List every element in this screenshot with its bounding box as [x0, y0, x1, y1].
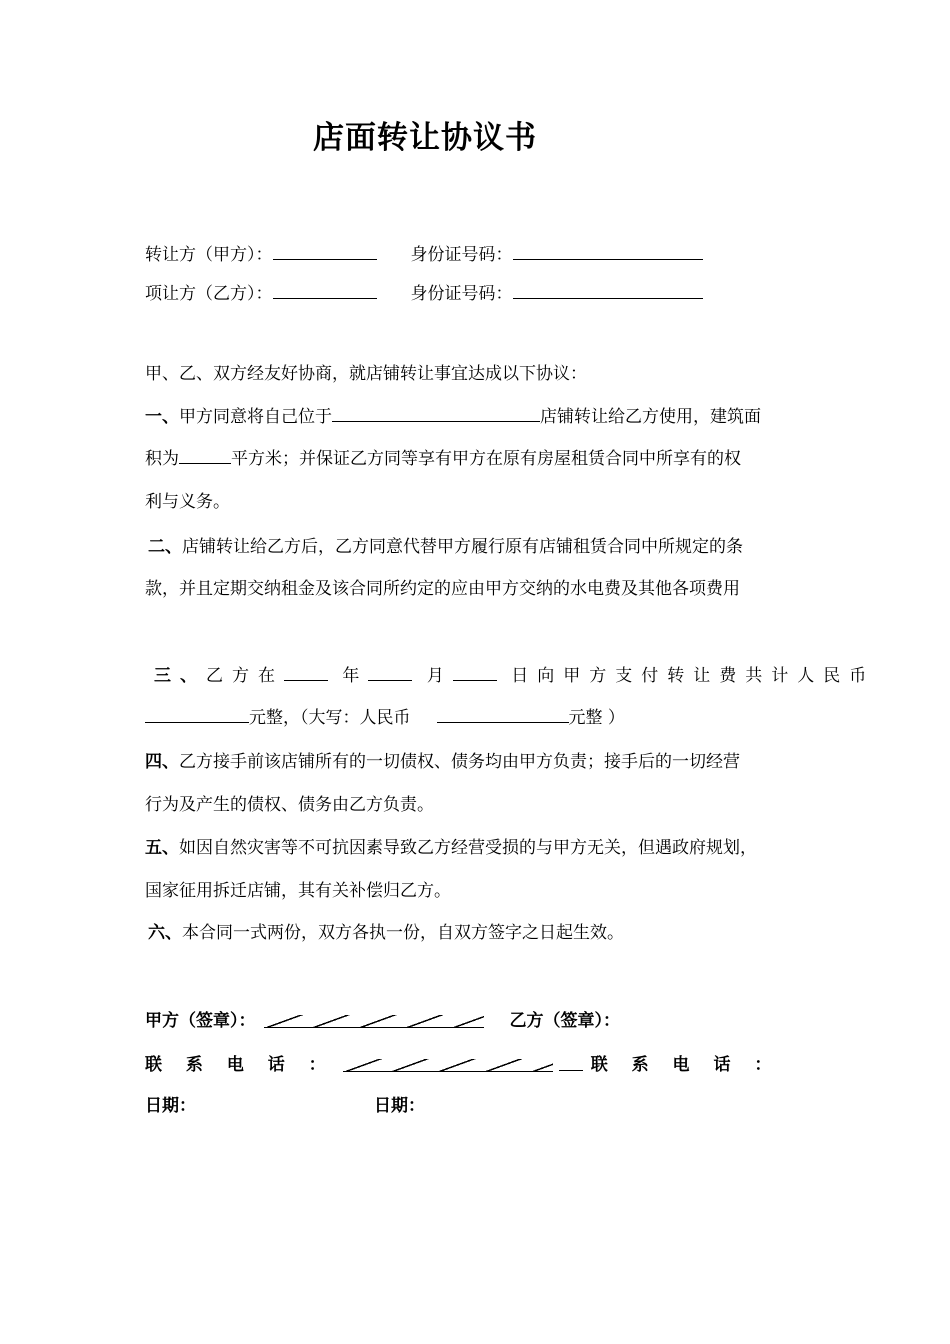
clause-6-number: 六、 [148, 923, 182, 943]
clause-3-month: 月 [426, 666, 453, 686]
clause-3-text-d: 元整 ） [568, 708, 625, 728]
clause-2-line-1 [148, 532, 743, 557]
clause-1-text-a: 甲方同意将自己位于 [179, 407, 332, 427]
clause-3-number: 三、 [154, 666, 206, 686]
fee-capital-blank[interactable] [437, 704, 569, 723]
clause-3-text-b: 日向甲方支付转让费共计人民币 [511, 666, 876, 686]
year-blank[interactable] [284, 662, 328, 681]
clause-1-line-1 [145, 402, 761, 427]
transferee-id-label: 身份证号码： [410, 284, 513, 304]
transferor-row [145, 240, 703, 265]
clause-4-line-2: 行为及产生的债权、债务由乙方负责。 [145, 795, 434, 815]
signature-row [145, 1006, 620, 1031]
shop-location-blank[interactable] [332, 403, 540, 422]
clause-5-line-2: 国家征用拆迁店铺，其有关补偿归乙方。 [145, 881, 451, 901]
clause-2-line-2: 款，并且定期交纳租金及该合同所约定的应由甲方交纳的水电费及其他各项费用 [145, 579, 740, 599]
clause-4-text-a: 乙方接手前该店铺所有的一切债权、债务均由甲方负责；接手后的一切经营 [179, 752, 740, 772]
party-b-phone-label: 联 系 电 话 ： [590, 1055, 781, 1075]
party-b-date-label: 日期： [374, 1096, 425, 1116]
clause-3-text-a: 乙方在 [206, 666, 284, 686]
transferor-id-blank[interactable] [513, 241, 703, 260]
transferor-label: 转让方（甲方）： [145, 245, 273, 265]
clause-5-line-1 [145, 833, 757, 858]
clause-4-number: 四、 [145, 752, 179, 772]
party-a-seal-label: 甲方（签章）： [145, 1011, 256, 1031]
clause-1-text-c: 积为 [145, 449, 179, 469]
clause-6-line [148, 918, 624, 943]
transferor-id-label: 身份证号码： [410, 245, 513, 265]
clause-5-text-a: 如因自然灾害等不可抗因素导致乙方经营受损的与甲方无关，但遇政府规划， [179, 838, 757, 858]
phone-row [145, 1050, 780, 1075]
clause-1-line-3: 利与义务。 [145, 492, 230, 512]
transferor-name-blank[interactable] [273, 241, 377, 260]
transferee-name-blank[interactable] [273, 280, 377, 299]
party-a-signature-line[interactable] [264, 1015, 484, 1028]
clause-3-year: 年 [342, 666, 369, 686]
party-a-date-label: 日期： [145, 1096, 196, 1116]
clause-1-line-2 [145, 444, 741, 469]
transferee-id-blank[interactable] [513, 280, 703, 299]
date-row [145, 1091, 425, 1116]
clause-4-line-1 [145, 747, 740, 772]
party-b-seal-label: 乙方（签章）： [509, 1011, 620, 1031]
clause-1-text-d: 平方米；并保证乙方同等享有甲方在原有房屋租赁合同中所享有的权 [231, 449, 741, 469]
clause-6-text: 本合同一式两份，双方各执一份，自双方签字之日起生效。 [182, 923, 624, 943]
transferee-label: 项让方（乙方）： [145, 284, 273, 304]
party-a-phone-line[interactable] [343, 1059, 553, 1072]
clause-3-line-1 [154, 661, 875, 686]
clause-1-number: 一、 [145, 407, 179, 427]
document-title: 店面转让协议书 [313, 120, 537, 156]
day-blank[interactable] [453, 662, 497, 681]
clause-5-number: 五、 [145, 838, 179, 858]
clause-2-number: 二、 [148, 537, 182, 557]
clause-3-line-2 [145, 703, 625, 728]
clause-2-text-a: 店铺转让给乙方后，乙方同意代替甲方履行原有店铺租赁合同中所规定的条 [182, 537, 743, 557]
fee-amount-blank[interactable] [145, 704, 249, 723]
clause-3-text-c: 元整，（大写：人民币 [249, 708, 411, 728]
party-a-phone-label: 联 系 电 话 ： [145, 1055, 335, 1075]
area-blank[interactable] [179, 445, 231, 464]
transferee-row [145, 279, 703, 304]
clause-1-text-b: 店铺转让给乙方使用，建筑面 [540, 407, 761, 427]
month-blank[interactable] [368, 662, 412, 681]
intro-text: 甲、乙、双方经友好协商，就店铺转让事宜达成以下协议： [145, 364, 587, 384]
